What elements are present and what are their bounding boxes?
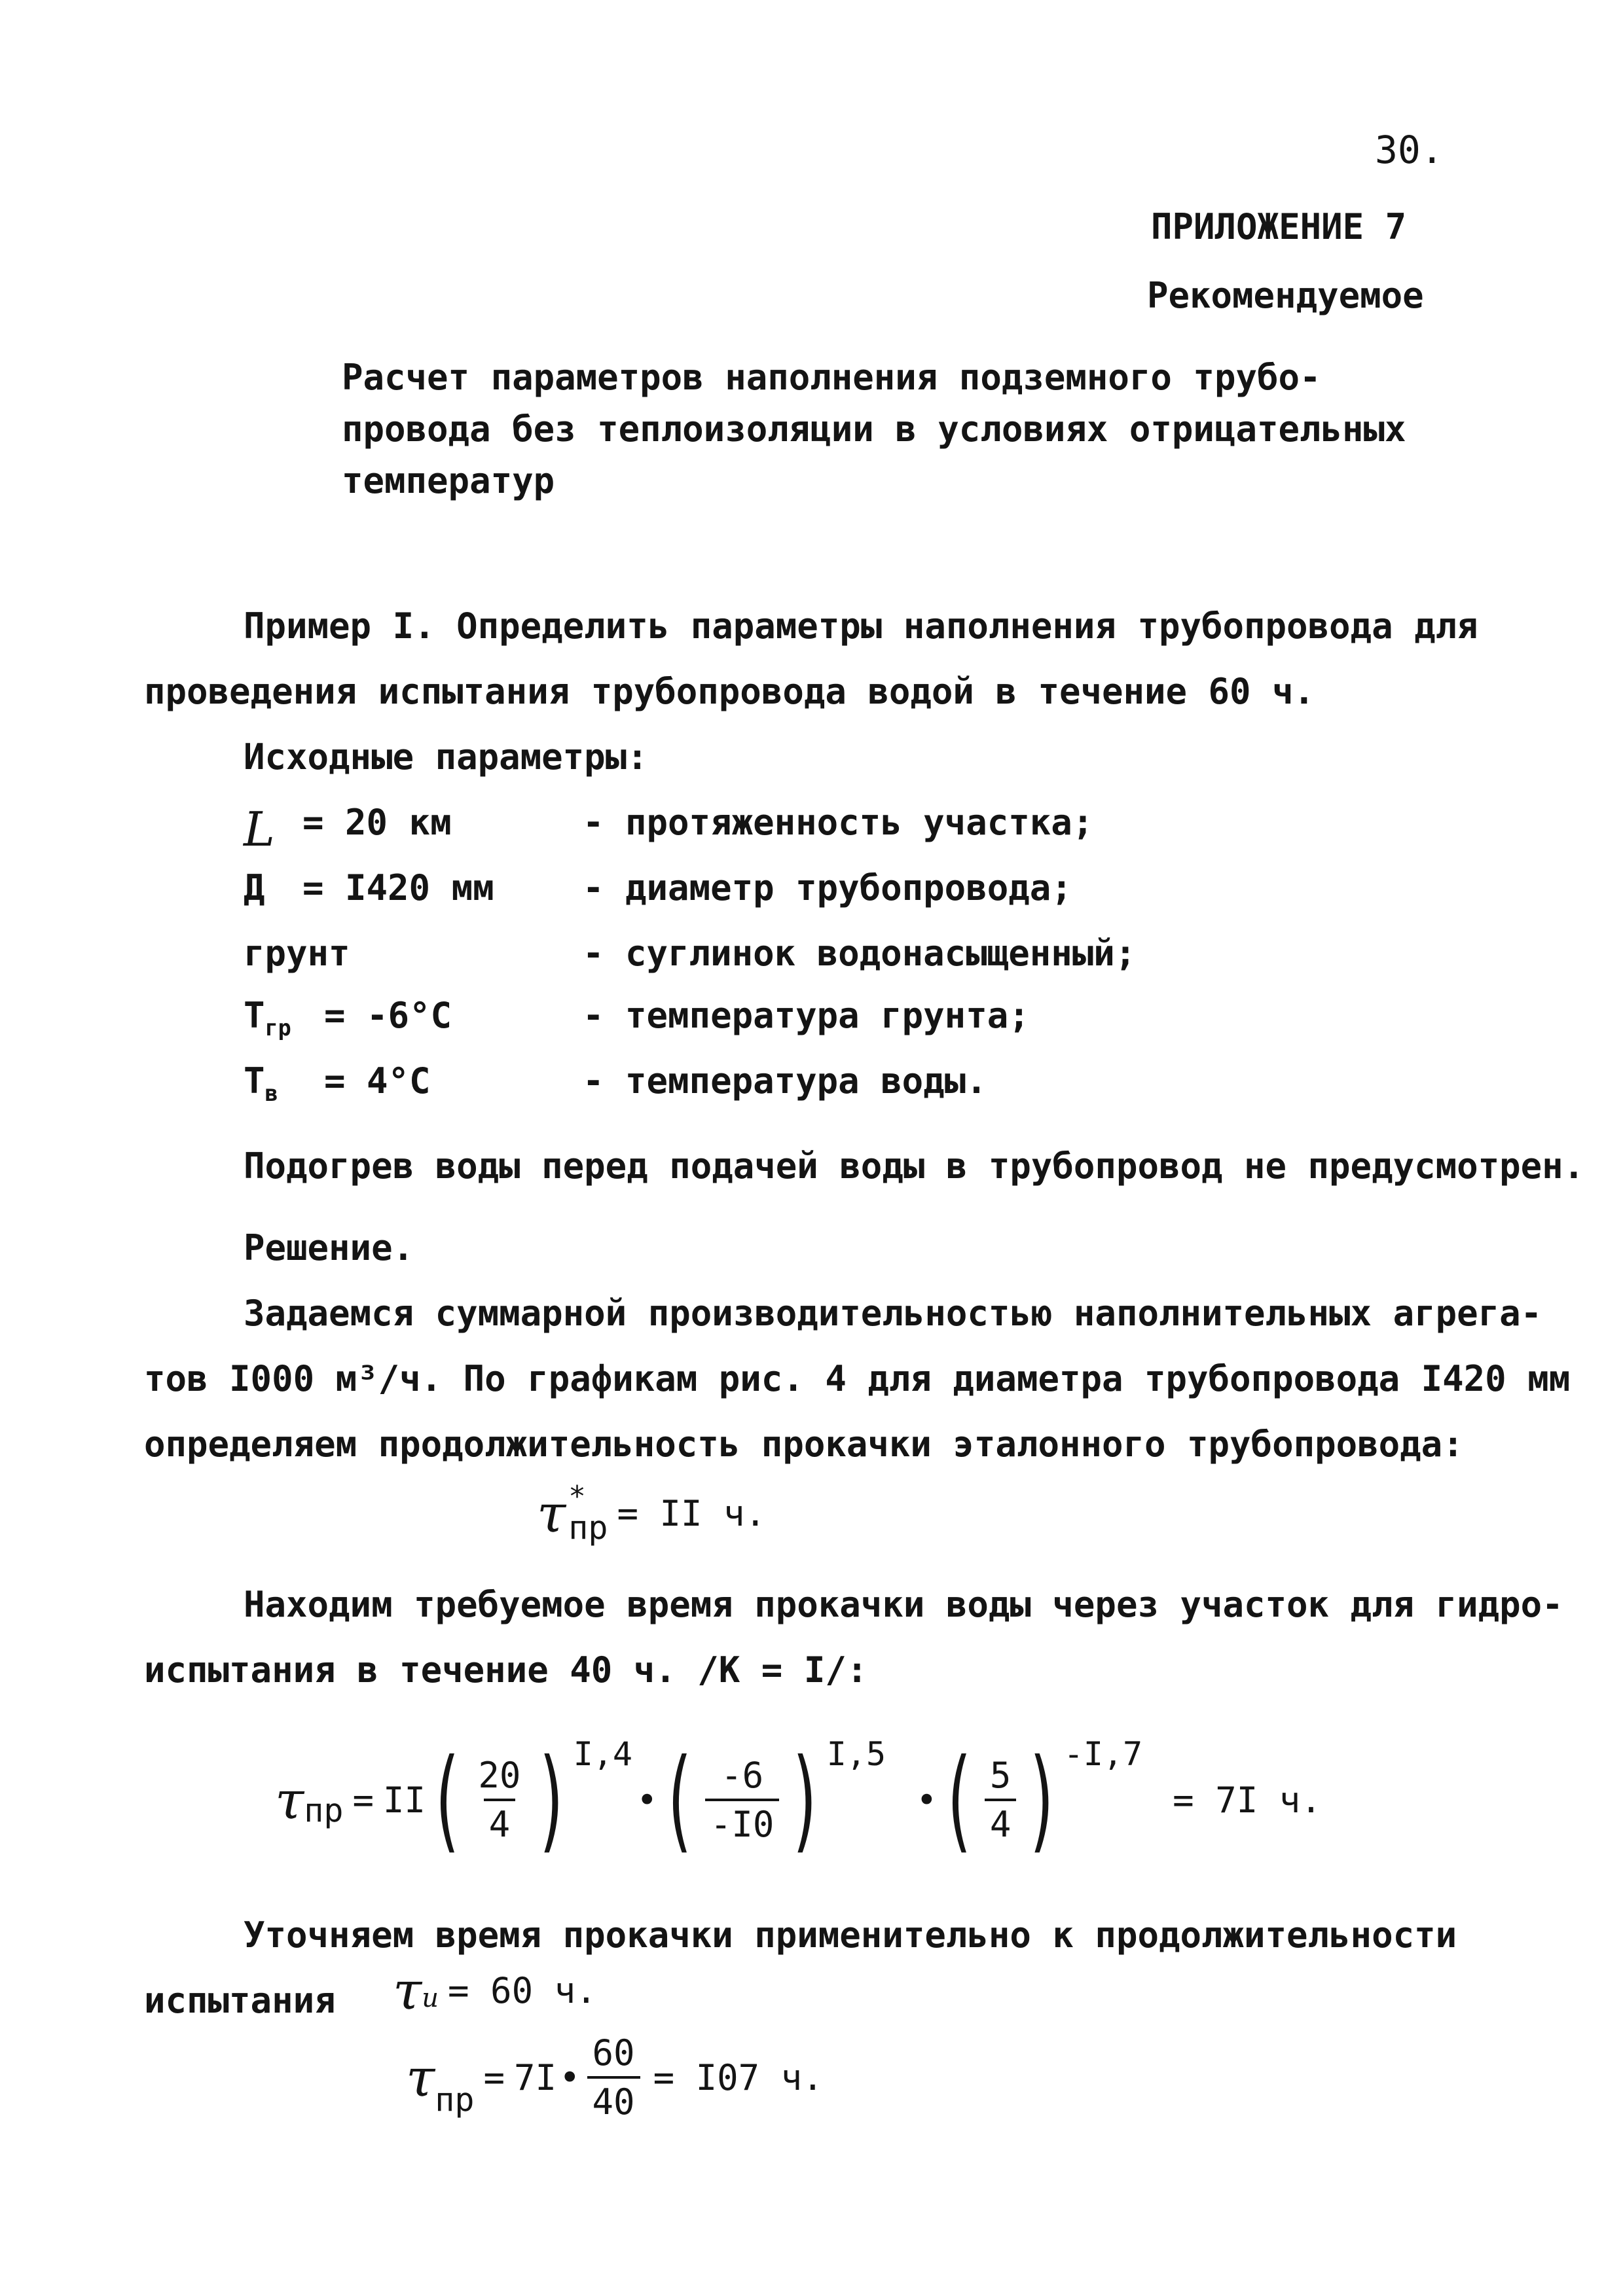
equation-test-duration: τ и = 60 ч. <box>393 1960 597 2021</box>
equation-refined-pumping-time: τ пр = 7I • $\frac{60}{40}$ = I07 ч. <box>406 2032 824 2123</box>
solution-heading: Решение. <box>244 1227 414 1268</box>
equation-required-pumping-time: τ пр = II ( $\frac{20}{4}$ ) I,4 • ( $\frac{-6}{-I0}$ ) I,5 • ( $\frac{5}{4}$ ) -I,7 = 7I ч. <box>275 1735 1322 1865</box>
param-symbol-soil-temp: $Т_{гр}$ <box>244 995 291 1041</box>
params-heading: Исходные параметры: <box>244 736 648 778</box>
equation-reference-time: τ * пр = II ч. <box>537 1480 767 1547</box>
param-description: - температура воды. <box>583 1060 987 1102</box>
param-value: = I420 мм <box>302 867 494 908</box>
param-symbol-diameter: Д <box>244 867 265 908</box>
solution-line: определяем продолжительность прокачки эталонного трубопровода: <box>144 1424 1464 1465</box>
solution-line: тов I000 м³/ч. По графикам рис. 4 для диаметра трубопровода I420 мм <box>144 1358 1571 1399</box>
title-line: провода без теплоизоляции в условиях отрицательных <box>342 408 1406 450</box>
title-line: температур <box>342 460 555 501</box>
param-description: - температура грунта; <box>583 995 1030 1036</box>
fraction-length-ratio: $\frac{20}{4}$ <box>478 1755 521 1845</box>
note-line: Подогрев воды перед подачей воды в трубопровод не предусмотрен. <box>244 1145 1585 1187</box>
param-symbol-water-temp: $Т_в$ <box>244 1060 278 1106</box>
fraction-temperature-ratio: $\frac{-6}{-I0}$ <box>705 1755 780 1845</box>
param-value: = 4°С <box>324 1060 431 1102</box>
test-label: испытания <box>144 1980 336 2021</box>
find-line: испытания в течение 40 ч. /К = I/: <box>144 1649 868 1691</box>
refine-line: Уточняем время прокачки применительно к продолжительности <box>244 1914 1457 1956</box>
example-line: Пример I. Определить параметры наполнения трубопровода для <box>244 605 1478 647</box>
find-line: Находим требуемое время прокачки воды через участок для гидро- <box>244 1584 1563 1625</box>
param-description: - суглинок водонасыщенный; <box>583 933 1137 974</box>
example-line: проведения испытания трубопровода водой в течение 60 ч. <box>144 671 1315 712</box>
solution-line: Задаемся суммарной производительностью наполнительных агрега- <box>244 1293 1542 1334</box>
param-value: = -6°С <box>324 995 452 1036</box>
fraction-duration-ratio: $\frac{60}{40}$ <box>587 2032 640 2123</box>
recommended-label: Рекомендуемое <box>1147 275 1424 316</box>
param-symbol-soil: грунт <box>244 933 350 974</box>
param-description: - протяженность участка; <box>583 802 1094 843</box>
param-description: - диаметр трубопровода; <box>583 867 1072 908</box>
title-line: Расчет параметров наполнения подземного трубо- <box>342 357 1321 398</box>
fraction-temperature-ratio-2: $\frac{5}{4}$ <box>985 1755 1017 1845</box>
param-symbol-length: L <box>244 802 275 857</box>
page-number: 30. <box>1375 128 1444 172</box>
appendix-label: ПРИЛОЖЕНИЕ 7 <box>1151 206 1407 247</box>
param-value: = 20 км <box>302 802 452 843</box>
